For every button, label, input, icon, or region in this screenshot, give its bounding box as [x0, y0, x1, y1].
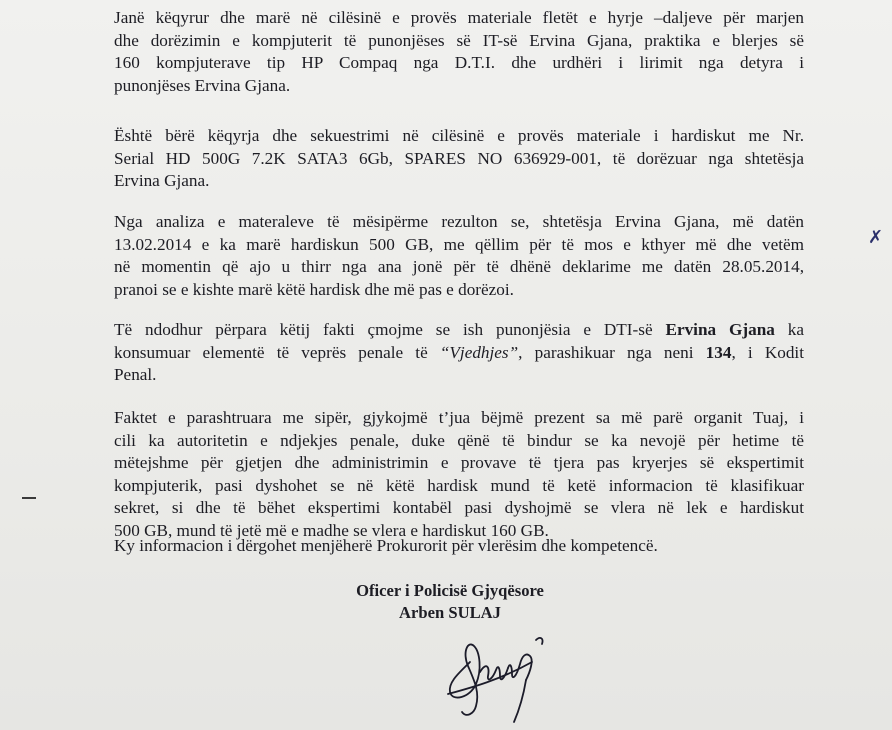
text-run: Të ndodhur përpara këtij fakti çmojme se ish punonjësia e DTI-së	[114, 320, 666, 339]
paragraph-documents-reviewed	[114, 7, 804, 97]
text-run: , i Kodit	[731, 342, 804, 362]
article-number: 134	[705, 342, 732, 362]
handwritten-signature-icon	[440, 622, 560, 726]
text-run: konsumuar elementë të veprës penale të	[114, 342, 440, 362]
text-line	[114, 342, 804, 365]
text-line: Janë këqyrur dhe marë në cilësinë e provës materiale fletët e hyrje –daljeve për marjen	[114, 8, 804, 27]
text-line: dhe dorëzimin e kompjuterit të punonjëses së IT-së Ervina Gjana, praktika e blerjes së	[114, 30, 804, 50]
text-line: pranoi se e kishte marë këtë hardisk dhe më pas e dorëzoi.	[114, 279, 514, 299]
text-line: 160 kompjuterave tip HP Compaq nga D.T.I. dhe urdhëri i lirimit nga detyra i	[114, 53, 804, 73]
text-line: Ervina Gjana.	[114, 171, 210, 191]
person-name: Ervina Gjana	[665, 320, 775, 339]
text-line: mëtejshme për gjetjen dhe administrimin e provave të tjera pas kryerjes së ekspertimit	[114, 453, 804, 473]
text-line: Penal.	[114, 365, 157, 385]
text-line: punonjëses Ervina Gjana.	[114, 75, 291, 95]
paragraph-hard-disk-seizure	[114, 125, 804, 193]
signature-block	[300, 580, 600, 624]
text-run: , parashikuar nga neni	[518, 342, 706, 362]
text-line	[114, 319, 804, 342]
text-line: sekret, si dhe të bëhet ekspertimi kontabël pasi dyshojmë se vlera në lek e hardiskut	[114, 498, 804, 518]
text-line: 500 GB, mund të jetë më e madhe se vlera e hardiskut 160 GB.	[114, 520, 549, 540]
paragraph-criminal-offense	[114, 319, 804, 387]
text-line: kompjuterik, pasi dyshohet se në këtë hardisk mund të ketë informacion të klasifikuar	[114, 475, 804, 495]
text-line: në momentin që ajo u thirr nga ana jonë për të dhënë deklarime me datën 28.05.2014,	[114, 257, 804, 277]
text-line: 13.02.2014 e ka marë hardiskun 500 GB, me qëllim për të mos e kthyer më dhe vetëm	[114, 234, 804, 254]
text-line: Nga analiza e materaleve të mësipërme rezulton se, shtetësja Ervina Gjana, më datën	[114, 212, 804, 231]
margin-dash-mark	[22, 497, 36, 499]
paragraph-analysis	[114, 211, 804, 301]
officer-title: Oficer i Policisë Gjyqësore	[356, 581, 544, 600]
text-line: cili ka autoritetin e ndjekjes penale, duke qënë të bindur se ka nevojë për hetime të	[114, 430, 804, 450]
offense-name: “Vjedhjes”	[439, 342, 519, 362]
text-line: Është bërë këqyrja dhe sekuestrimi në cilësinë e provës materiale i hardiskut me Nr.	[114, 126, 804, 145]
closing-statement: Ky informacion i dërgohet menjëherë Prokurorit për vlerësim dhe kompetencë.	[114, 536, 658, 555]
officer-name: Arben SULAJ	[399, 603, 501, 622]
text-run: ka	[774, 320, 804, 339]
margin-check-mark: ✗	[868, 227, 884, 248]
paragraph-request-investigation	[114, 407, 804, 543]
text-line: Faktet e parashtruara me sipër, gjykojmë t’jua bëjmë prezent sa më parë organit Tuaj, i	[114, 408, 804, 427]
text-line: Serial HD 500G 7.2K SATA3 6Gb, SPARES NO 636929-001, të dorëzuar nga shtetësja	[114, 148, 804, 168]
